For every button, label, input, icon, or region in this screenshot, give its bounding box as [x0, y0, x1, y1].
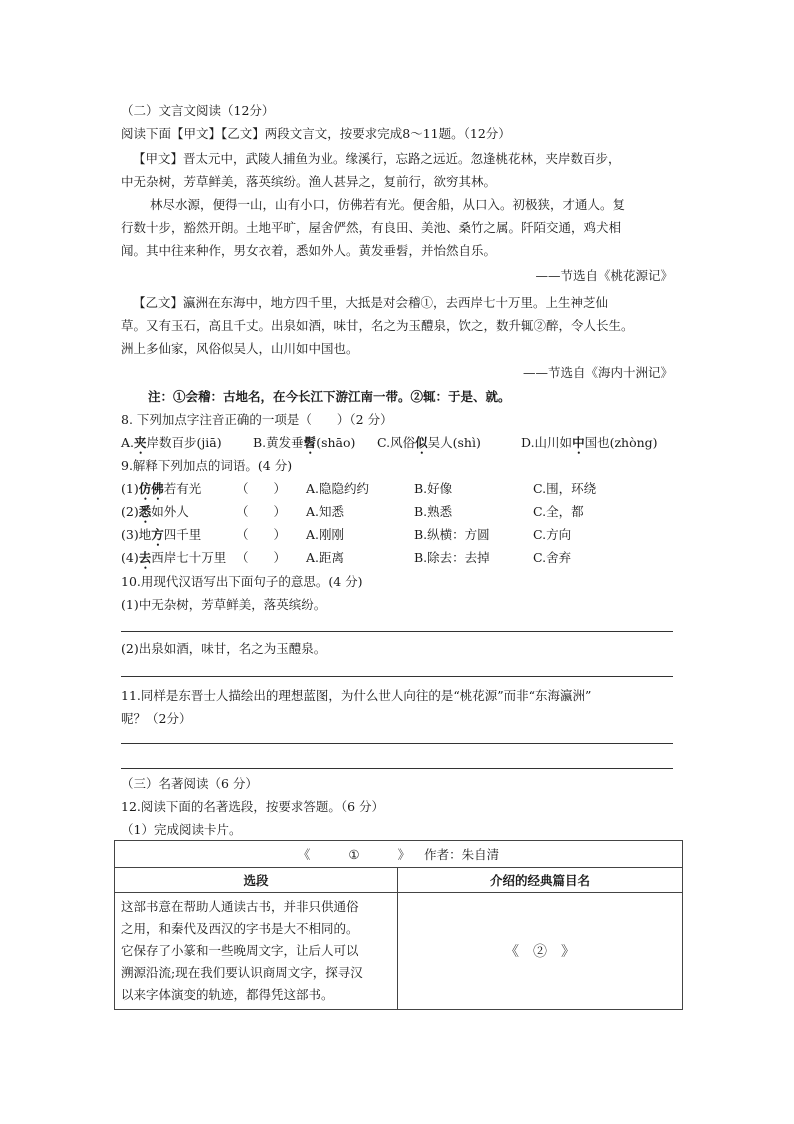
- yi-line-3: 洲上多仙家，风俗似吴人，山川如中国也。: [121, 341, 359, 356]
- reading-card: [114, 840, 683, 1010]
- q10-sentence-1: (1)中无杂树，芳草鲜美，落英缤纷。: [121, 597, 327, 612]
- card-excerpt: 这部书意在帮助人通读古书，并非只供通俗 之用，和秦代及西汉的字书是大不相同的。 它保存了小篆和一些晚周文字，让后人可以 溯源沿流;现在我们要认识商周文字，探寻汉 以来字体演变的轨迹，都得凭这部书。: [115, 893, 398, 1010]
- q8-option-a: A.夹岸数百步(jiā): [121, 435, 222, 450]
- section2-intro: 阅读下面【甲文】【乙文】两段文言文，按要求完成8～11题。（12分）: [121, 126, 511, 141]
- q8-b-dotted-char: 髫: [303, 435, 317, 450]
- q9-1-dotted-word: 仿佛: [138, 481, 164, 496]
- blank-2[interactable]: 《 ② 》: [398, 893, 683, 1010]
- card-title-row: 《 ① 》 作者：朱自清: [115, 841, 683, 868]
- section3-heading: （三）名著阅读（6 分）: [121, 776, 258, 791]
- jia-source: ——节选自《桃花源记》: [535, 268, 673, 283]
- card-col-title: 介绍的经典篇目名: [398, 868, 683, 893]
- q11-line-1: 11.同样是东晋士人描绘出的理想蓝图，为什么世人向往的是“桃花源”而非“东海瀛洲”: [121, 688, 592, 703]
- jia-line-4: 行数十步，豁然开朗。土地平旷，屋舍俨然，有良田、美池、桑竹之属。阡陌交通，鸡犬相: [121, 220, 622, 235]
- jia-line-3: 林尽水源，便得一山，山有小口，仿佛若有光。便舍船，从口入。初极狭，才通人。复: [150, 197, 626, 212]
- yi-line-1: 【乙文】瀛洲在东海中，地方四千里，大抵是对会稽①，去西岸七十万里。上生神芝仙: [133, 295, 609, 310]
- jia-line-1: 【甲文】晋太元中，武陵人捕鱼为业。缘溪行，忘路之远近。忽逢桃花林，夹岸数百步，: [133, 151, 621, 166]
- q8-c-dotted-char: 似: [415, 435, 428, 450]
- q8-stem: 8. 下列加点字注音正确的一项是（ ）（2 分）: [121, 412, 393, 427]
- q9-3-dotted-word: 方: [151, 527, 164, 542]
- q9-2-dotted-word: 悉: [138, 504, 152, 519]
- jia-line-5: 闻。其中往来种作，男女衣着，悉如外人。黄发垂髫，并怡然自乐。: [121, 243, 497, 258]
- yi-source: ——节选自《海内十洲记》: [522, 365, 673, 380]
- q10-1-answer-line[interactable]: [121, 631, 673, 632]
- q11-answer-line-1[interactable]: [121, 743, 673, 744]
- q12-stem: 12.阅读下面的名著选段，按要求答题。（6 分）: [121, 799, 385, 814]
- card-author: 作者：朱自清: [424, 847, 500, 862]
- yi-line-2: 草。又有玉石，高且千丈。出泉如酒，味甘，名之为玉醴泉，饮之，数升辄②醉，令人长生。: [121, 318, 634, 333]
- q10-2-answer-line[interactable]: [121, 676, 673, 677]
- q12-sub-1: （1）完成阅读卡片。: [121, 822, 242, 837]
- footnote: 注：①会稽：古地名，在今长江下游江南一带。②辄：于是、就。: [148, 389, 511, 404]
- q11-line-2: 呢？（2分）: [121, 711, 192, 726]
- q9-stem: 9.解释下列加点的词语。(4 分): [121, 458, 293, 473]
- q9-4-dotted-word: 去: [138, 550, 152, 565]
- blank-1[interactable]: ①: [348, 847, 360, 862]
- q10-sentence-2: (2)出泉如酒，味甘，名之为玉醴泉。: [121, 641, 327, 656]
- q8-d-dotted-char: 中: [572, 435, 585, 450]
- q8-option-b: B.黄发垂髫(shāo): [253, 435, 356, 450]
- q8-a-dotted-char: 夹: [134, 435, 147, 450]
- jia-line-2: 中无杂树，芳草鲜美，落英缤纷。渔人甚异之，复前行，欲穷其林。: [121, 174, 497, 189]
- q10-stem: 10.用现代汉语写出下面句子的意思。(4 分): [121, 574, 363, 589]
- q11-answer-line-2[interactable]: [121, 768, 673, 769]
- section2-heading: （二）文言文阅读（12分）: [121, 103, 275, 118]
- card-col-excerpt: 选段: [115, 868, 398, 893]
- q8-option-c: C.风俗似吴人(shì): [377, 435, 481, 450]
- q8-option-d: D.山川如中国也(zhòng): [521, 435, 658, 450]
